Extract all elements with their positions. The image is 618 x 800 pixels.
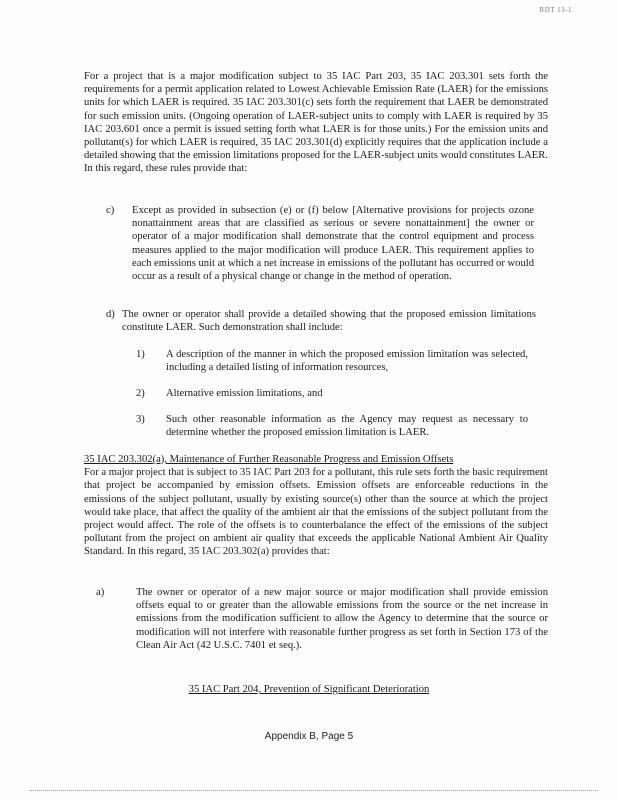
intro-paragraph: For a project that is a major modification subject to 35 IAC Part 203, 35 IAC 203.301 sets forth the requirements for a permit application related to Lowest Achievable Emission Rate (LAER) for the emissions units for which LAER is required. 35 IAC 203.301(c) sets forth the requirement that LAER be demonstrated for such emission units. (Ongoing operation of LAER-subject units to comply with LAER is required by 35 IAC 203.601 once a permit is issued setting forth what LAER is for those units.) For the emission units and pollutant(s) for which LAER is required, 35 IAC 203.301(d) explicitly requires that the application include a detailed showing that the emission limitations proposed for the LAER-subject units would constitutes LAER. In this regard, these rules provide that: — [84, 71, 548, 175]
list-text: The owner or operator of a new major source or major modification shall provide emission offsets equal to or greater than the allowable emissions from the source or the net increase in emissions from the modification sufficient to allow the Agency to determine that the source or modification will not interfere with reasonable further progress as set forth in Section 173 of the Clean Air Act (42 U.S.C. 7401 et seq.). — [136, 587, 548, 651]
list-item-d — [106, 308, 536, 334]
list-label: d) — [106, 309, 115, 320]
list-label: 2) — [136, 388, 145, 399]
list-label: a) — [96, 587, 105, 598]
document-id: RDT 13-1 — [539, 6, 572, 14]
list-label: c) — [106, 205, 115, 216]
sub-item-1 — [136, 348, 528, 374]
page-footer: Appendix B, Page 5 — [264, 731, 354, 742]
list-text: Alternative emission limitations, and — [166, 388, 323, 399]
list-label: 1) — [136, 349, 145, 360]
sub-item-3 — [136, 413, 528, 439]
section-paragraph: For a major project that is subject to 35 IAC Part 203 for a pollutant, this rule sets forth the basic requirement that project be accompanied by emission offsets. Emission offsets are enforceable reductions in the emissions of the subject pollutant, usually by existing source(s) other than the source at which the project would take place, that affect the quality of the ambient air that the emissions of the subject pollutant from the project would affect. The role of the offsets is to counterbalance the effect of the emissions of the subject pollutant from the project on ambient air quality that exceeds the applicable National Ambient Air Quality Standard. In this regard, 35 IAC 203.302(a) provides that: — [84, 467, 548, 558]
sub-item-2 — [136, 387, 528, 400]
section-heading: 35 IAC 203.302(a), Maintenance of Further Reasonable Progress and Emission Offsets — [84, 454, 454, 465]
list-label: 3) — [136, 414, 145, 425]
list-text: The owner or operator shall provide a detailed showing that the proposed emission limitations constitute LAER. Such demonstration shall include: — [122, 309, 536, 334]
scan-edge-divider — [30, 790, 598, 791]
list-item-c — [106, 204, 534, 283]
list-text: Such other reasonable information as the Agency may request as necessary to determine whether the proposed emission limitation is LAER. — [166, 414, 528, 439]
list-text: Except as provided in subsection (e) or (f) below [Alternative provisions for projects ozone nonattainment areas that are classified as serious or severe nonattainment] the owner or operator of a major modification shall demonstrate that the control equipment and process measures applied to the major modification will produce LAER. This requirement applies to each emissions unit at which a net increase in emissions of the pollutant has occurred or would occur as a result of a physical change or change in the method of operation. — [132, 205, 534, 283]
list-text: A description of the manner in which the proposed emission limitation was selected, including a detailed listing of information resources, — [166, 349, 528, 374]
section-title-psd: 35 IAC Part 204, Prevention of Significant Deterioration — [188, 684, 430, 695]
list-item-a — [96, 586, 548, 652]
section-offsets — [84, 453, 548, 559]
